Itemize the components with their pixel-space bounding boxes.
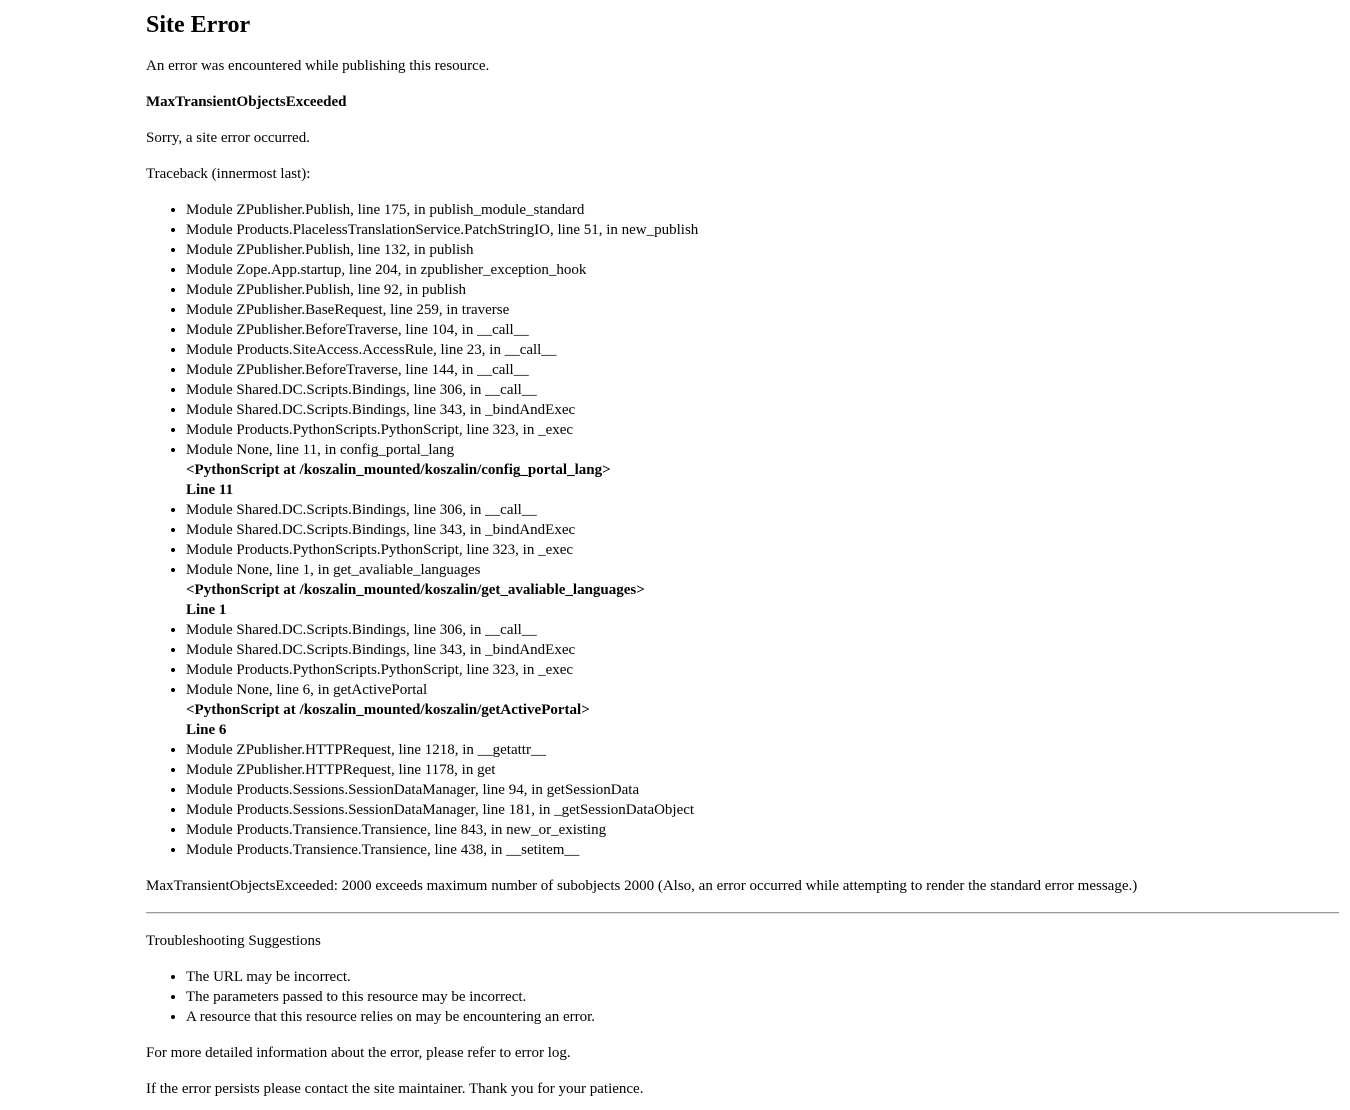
traceback-item <box>186 420 1340 440</box>
traceback-frame-text: Module Shared.DC.Scripts.Bindings, line 306, in __call__ <box>186 382 537 398</box>
traceback-frame-text: Module ZPublisher.Publish, line 92, in publish <box>186 282 467 298</box>
traceback-frame-text: Module ZPublisher.BaseRequest, line 259, in traverse <box>186 302 510 318</box>
traceback-item <box>186 240 1340 260</box>
traceback-frame-text: Module ZPublisher.HTTPRequest, line 1178, in get <box>186 762 496 778</box>
traceback-item <box>186 380 1340 400</box>
more-info-text: For more detailed information about the error, please refer to error log. <box>146 1045 571 1061</box>
traceback-frame-text: Module Products.SiteAccess.AccessRule, line 23, in __call__ <box>186 342 557 358</box>
suggestion-item: • The parameters passed to this resource may be incorrect. <box>186 987 1340 1007</box>
traceback-item <box>186 840 1340 860</box>
suggestion-item: • The URL may be incorrect. <box>186 967 1340 987</box>
traceback-frame-text: Module ZPublisher.Publish, line 132, in publish <box>186 242 474 258</box>
traceback-frame-text: Module Shared.DC.Scripts.Bindings, line 343, in _bindAndExec <box>186 522 576 538</box>
page-title: Site Error <box>146 12 251 38</box>
suggestion-item: • A resource that this resource relies on may be encountering an error. <box>186 1007 1340 1027</box>
final-error-message: MaxTransientObjectsExceeded: 2000 exceeds maximum number of subobjects 2000 (Also, an error occurred while attempting to render the standard error message.) <box>146 878 1138 894</box>
traceback-item <box>186 620 1340 640</box>
traceback-frame-text: Module ZPublisher.Publish, line 175, in publish_module_standard <box>186 202 585 218</box>
traceback-item <box>186 200 1340 220</box>
traceback-frame-text: Module Products.Sessions.SessionDataManager, line 94, in getSessionData <box>186 782 640 798</box>
traceback-item <box>186 340 1340 360</box>
traceback-frame-text: Module Zope.App.startup, line 204, in zpublisher_exception_hook <box>186 262 587 278</box>
traceback-item <box>186 440 1340 500</box>
traceback-frame-text: Module Shared.DC.Scripts.Bindings, line 343, in _bindAndExec <box>186 642 576 658</box>
traceback-script-line: Line 6 <box>186 722 227 738</box>
traceback-item <box>186 360 1340 380</box>
traceback-item <box>186 500 1340 520</box>
traceback-item <box>186 300 1340 320</box>
traceback-frame-text: Module ZPublisher.HTTPRequest, line 1218, in __getattr__ <box>186 742 546 758</box>
troubleshooting-heading: Troubleshooting Suggestions <box>146 933 321 949</box>
traceback-frame-text: Module ZPublisher.BeforeTraverse, line 104, in __call__ <box>186 322 529 338</box>
traceback-frame-text: Module Products.PlacelessTranslationService.PatchStringIO, line 51, in new_publish <box>186 222 699 238</box>
traceback-frame-text: Module None, line 1, in get_avaliable_languages <box>186 562 481 578</box>
traceback-item <box>186 220 1340 240</box>
traceback-frame-text: Module ZPublisher.BeforeTraverse, line 144, in __call__ <box>186 362 529 378</box>
persist-text: If the error persists please contact the site maintainer. Thank you for your patience. <box>146 1081 644 1097</box>
traceback-item <box>186 680 1340 740</box>
exception-name: MaxTransientObjectsExceeded <box>146 94 347 110</box>
traceback-script-line: Line 11 <box>186 482 234 498</box>
traceback-list <box>146 200 1340 860</box>
traceback-item <box>186 740 1340 760</box>
traceback-frame-text: Module None, line 11, in config_portal_lang <box>186 442 455 458</box>
traceback-item <box>186 320 1340 340</box>
divider <box>146 912 1339 914</box>
traceback-script-path: <PythonScript at /koszalin_mounted/koszalin/get_avaliable_languages> <box>186 582 645 598</box>
traceback-heading: Traceback (innermost last): <box>146 166 311 182</box>
traceback-frame-text: Module Shared.DC.Scripts.Bindings, line 306, in __call__ <box>186 622 537 638</box>
traceback-item <box>186 660 1340 680</box>
traceback-frame-text: Module Shared.DC.Scripts.Bindings, line 343, in _bindAndExec <box>186 402 576 418</box>
traceback-item <box>186 540 1340 560</box>
traceback-frame-text: Module Products.PythonScripts.PythonScript, line 323, in _exec <box>186 422 574 438</box>
traceback-frame-text: Module None, line 6, in getActivePortal <box>186 682 428 698</box>
error-page <box>146 0 1340 1099</box>
traceback-item <box>186 260 1340 280</box>
traceback-script-path: <PythonScript at /koszalin_mounted/koszalin/config_portal_lang> <box>186 462 611 478</box>
traceback-item <box>186 820 1340 840</box>
traceback-script-line: Line 1 <box>186 602 227 618</box>
traceback-item <box>186 640 1340 660</box>
traceback-frame-text: Module Products.Transience.Transience, line 843, in new_or_existing <box>186 822 607 838</box>
traceback-item <box>186 280 1340 300</box>
traceback-frame-text: Module Products.Transience.Transience, line 438, in __setitem__ <box>186 842 580 858</box>
intro-text: An error was encountered while publishing this resource. <box>146 58 490 74</box>
sorry-text: Sorry, a site error occurred. <box>146 130 310 146</box>
traceback-item <box>186 560 1340 620</box>
traceback-frame-text: Module Shared.DC.Scripts.Bindings, line 306, in __call__ <box>186 502 537 518</box>
traceback-item <box>186 780 1340 800</box>
traceback-item <box>186 400 1340 420</box>
traceback-item <box>186 760 1340 780</box>
traceback-frame-text: Module Products.PythonScripts.PythonScript, line 323, in _exec <box>186 662 574 678</box>
traceback-frame-text: Module Products.Sessions.SessionDataManager, line 181, in _getSessionDataObject <box>186 802 695 818</box>
suggestion-list <box>146 967 1340 1027</box>
traceback-item <box>186 800 1340 820</box>
traceback-script-path: <PythonScript at /koszalin_mounted/koszalin/getActivePortal> <box>186 702 590 718</box>
traceback-frame-text: Module Products.PythonScripts.PythonScript, line 323, in _exec <box>186 542 574 558</box>
traceback-item <box>186 520 1340 540</box>
